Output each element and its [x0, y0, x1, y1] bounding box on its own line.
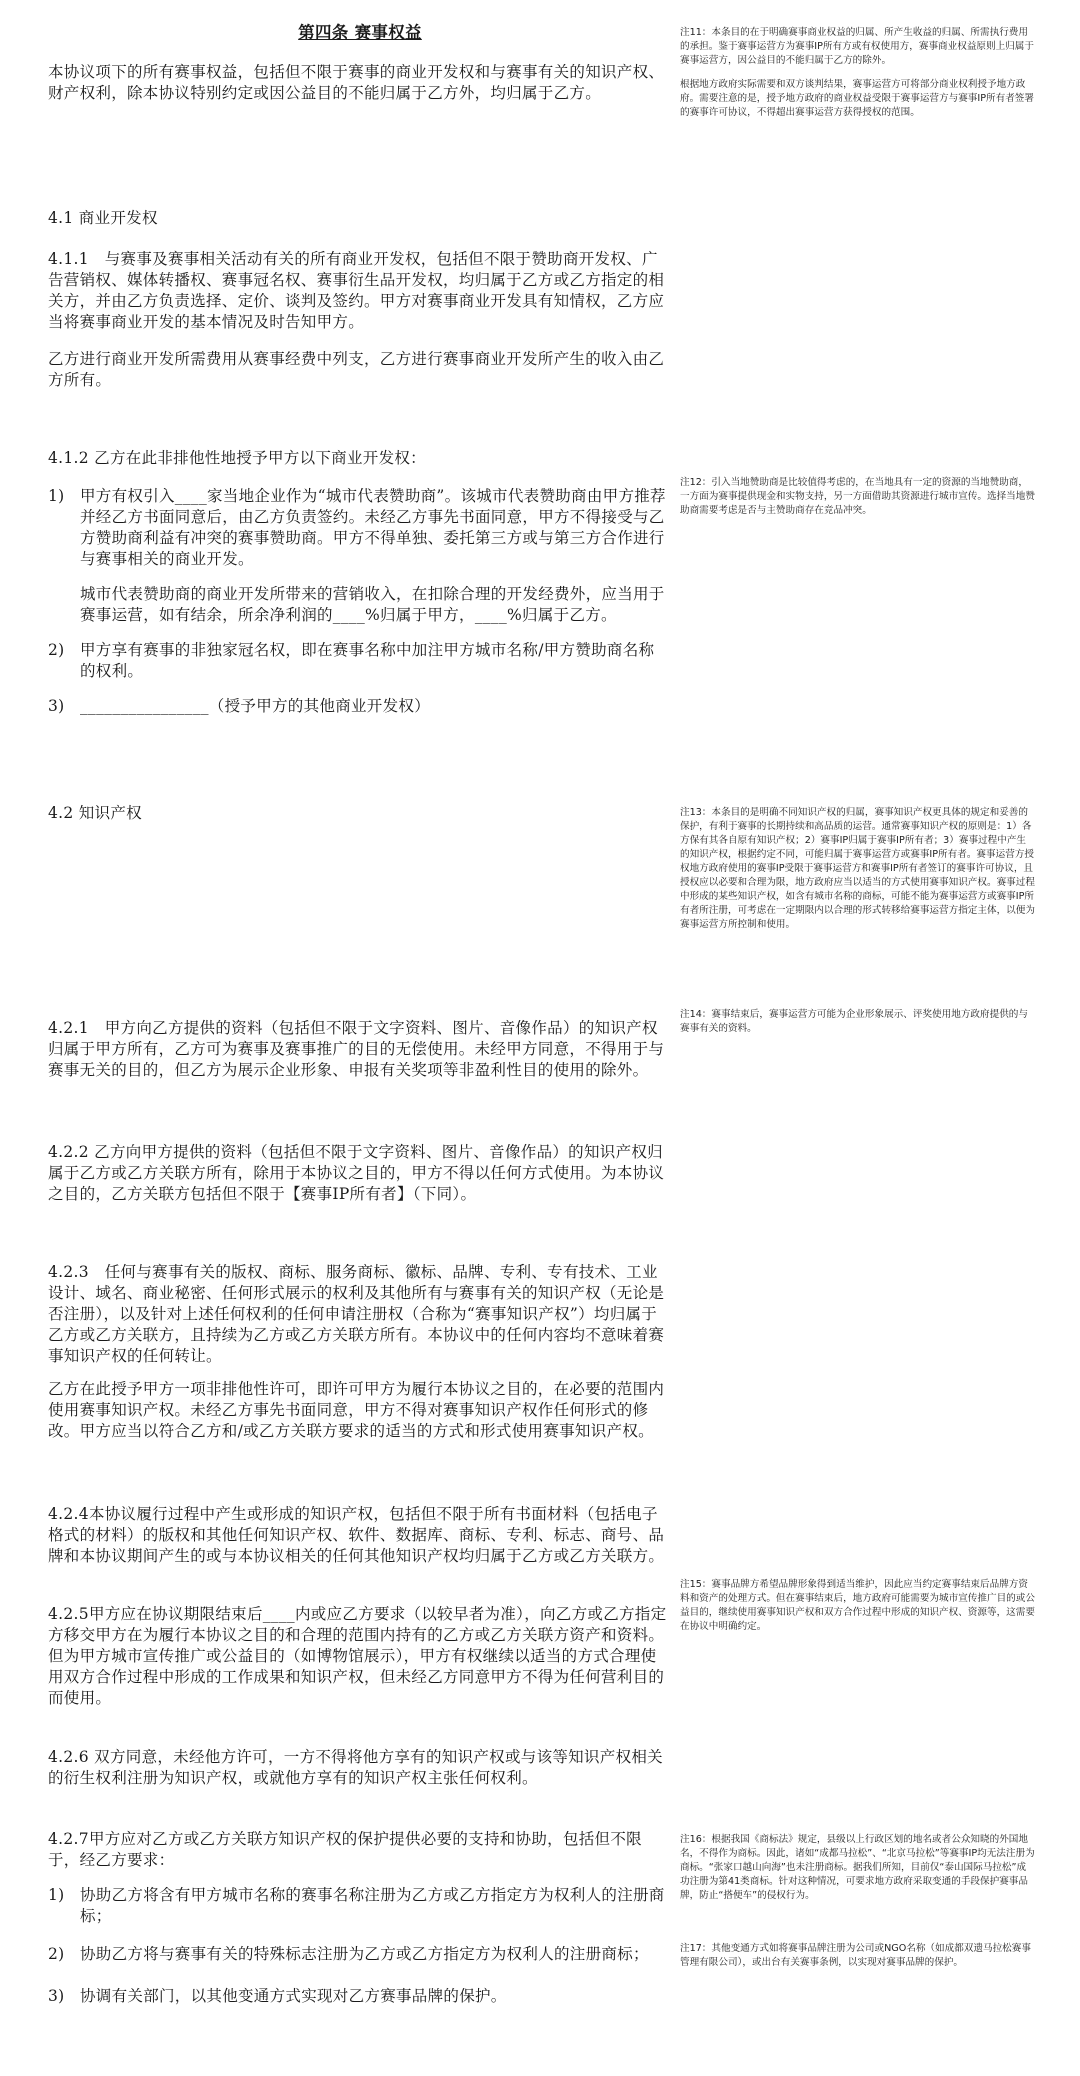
list-number: 2) [48, 641, 65, 659]
clause-4-2-3-license: 乙方在此授予甲方一项非排他性许可，即许可甲方为履行本协议之目的，在必要的范围内使用赛事知识产权。未经乙方事先书面同意，甲方不得对赛事知识产权作任何形式的修改。甲方应当以符合乙方和/或乙方关联方要求的适当的方式和形式使用赛事知识产权。 [48, 1380, 665, 1440]
clause-4-1-2: 4.1.2 乙方在此非排他性地授予甲方以下商业开发权： [48, 449, 426, 467]
note-text: 注16：根据我国《商标法》规定，县级以上行政区划的地名或者公众知晓的外国地名，不得作为商标。因此，诸如“成都马拉松”、“北京马拉松”等赛事IP均无法注册为商标。“张家口越山向海”也未注册商标。据我们所知，目前仅“泰山国际马拉松”成功注册为第41类商标。针对这种情况，可要求地方政府采取变通的手段保护赛事品牌，防止“搭便车”的侵权行为。 [680, 1834, 1035, 1901]
note-text: 注15：赛事品牌方希望品牌形象得到适当维护，因此应当约定赛事结束后品牌方资料和资产的处理方式。但在赛事结束后，地方政府可能需要为城市宣传推广目的或公益目的，继续使用赛事知识产权和双方合作过程中形成的知识产权、资源等，这需要在协议中明确约定。 [680, 1579, 1035, 1632]
intro-paragraph: 本协议项下的所有赛事权益，包括但不限于赛事的商业开发权和与赛事有关的知识产权、财产权利，除本协议特别约定或因公益目的不能归属于乙方外，均归属于乙方。 [48, 63, 665, 102]
clause-4-2-1: 4.2.1 甲方向乙方提供的资料（包括但不限于文字资料、图片、音像作品）的知识产权归属于甲方所有，乙方可为赛事及赛事推广的目的无偿使用。未经甲方同意，不得用于与赛事无关的目的，但乙方为展示企业形象、申报有关奖项等非盈利性目的使用的除外。 [48, 1019, 665, 1079]
list-number: 3) [48, 697, 65, 715]
clause-4-2-7: 4.2.7甲方应对乙方或乙方关联方知识产权的保护提供必要的支持和协助，包括但不限于，经乙方要求： [48, 1830, 642, 1869]
clause-4-2-5: 4.2.5甲方应在协议期限结束后____内或应乙方要求（以较早者为准），向乙方或乙方指定方移交甲方在为履行本协议之目的和合理的范围内持有的乙方或乙方关联方资产和资料。但为甲方城市宣传推广或公益目的（如博物馆展示），甲方有权继续以适当的方式合理使用双方合作过程中形成的工作成果和知识产权，但未经乙方同意甲方不得为任何营利目的而使用。 [48, 1605, 667, 1707]
list-item [48, 486, 668, 626]
list-item-text: 甲方有权引入____家当地企业作为“城市代表赞助商”。该城市代表赞助商由甲方推荐并经乙方书面同意后，由乙方负责签约。未经乙方事先书面同意，甲方不得接受与乙方赞助商利益有冲突的赛事赞助商。甲方不得单独、委托第三方或与第三方合作进行与赛事相关的商业开发。 [80, 487, 666, 568]
note-text: 注11：本条目的在于明确赛事商业权益的归属、所产生收益的归属、所需执行费用的承担。鉴于赛事运营方为赛事IP所有方或有权使用方，赛事商业权益原则上归属于赛事运营方，因公益目的不能归属于乙方的除外。 [680, 27, 1034, 66]
clause-4-1-1: 4.1.1 与赛事及赛事相关活动有关的所有商业开发权，包括但不限于赞助商开发权、广告营销权、媒体转播权、赛事冠名权、赛事衍生品开发权，均归属于乙方或乙方指定的相关方，并由乙方负责选择、定价、谈判及签约。甲方对赛事商业开发具有知情权，乙方应当将赛事商业开发的基本情况及时告知甲方。 [48, 250, 665, 331]
list-item [48, 1986, 668, 2007]
list-item-text: 协助乙方将含有甲方城市名称的赛事名称注册为乙方或乙方指定方为权利人的注册商标； [80, 1886, 665, 1925]
clause-4-2-4: 4.2.4本协议履行过程中产生或形成的知识产权，包括但不限于所有书面材料（包括电子格式的材料）的版权和其他任何知识产权、软件、数据库、商标、专利、标志、商号、品牌和本协议期间产生的或与本协议相关的任何其他知识产权均归属于乙方或乙方关联方。 [48, 1505, 665, 1565]
clause-4-2-7-list [48, 1885, 668, 2021]
margin-note-15 [680, 1578, 1035, 1644]
margin-note-11 [680, 26, 1035, 130]
clause-4-2-3: 4.2.3 任何与赛事有关的版权、商标、服务商标、徽标、品牌、专利、专有技术、工业设计、域名、商业秘密、任何形式展示的权利及其他所有与赛事有关的知识产权（无论是否注册），以及针对上述任何权利的任何申请注册权（合称为“赛事知识产权”）均归属于乙方或乙方关联方，且持续为乙方或乙方关联方所有。本协议中的任何内容均不意味着赛事知识产权的任何转让。 [48, 1263, 665, 1365]
list-number: 1) [48, 487, 65, 505]
note-text: 注12：引入当地赞助商是比较值得考虑的，在当地具有一定的资源的当地赞助商，一方面为赛事提供现金和实物支持，另一方面借助其资源进行城市宣传。选择当地赞助商需要考虑是否与主赞助商存在竞品冲突。 [680, 477, 1035, 516]
margin-note-13 [680, 806, 1035, 942]
clause-4-2-2: 4.2.2 乙方向甲方提供的资料（包括但不限于文字资料、图片、音像作品）的知识产权归属于乙方或乙方关联方所有，除用于本协议之目的，甲方不得以任何方式使用。为本协议之目的，乙方关联方包括但不限于【赛事IP所有者】（下同）。 [48, 1143, 665, 1203]
list-number: 2) [48, 1945, 65, 1963]
list-item [48, 696, 668, 717]
section-heading-4-2: 4.2 知识产权 [48, 804, 142, 822]
section-heading-4-1: 4.1 商业开发权 [48, 209, 158, 227]
list-item-text: 城市代表赞助商的商业开发所带来的营销收入，在扣除合理的开发经费外，应当用于赛事运营，如有结余，所余净利润的____%归属于甲方，____%归属于乙方。 [80, 585, 665, 624]
note-text: 根据地方政府实际需要和双方谈判结果，赛事运营方可将部分商业权利授予地方政府。需要注意的是，授予地方政府的商业权益受限于赛事运营方与赛事IP所有者签署的赛事许可协议，不得超出赛事运营方获得授权的范围。 [680, 79, 1034, 118]
list-item [48, 1885, 668, 1927]
note-text: 注13：本条目的是明确不同知识产权的归属，赛事知识产权更具体的规定和妥善的保护，有利于赛事的长期持续和高品质的运营。通常赛事知识产权的原则是：1）各方保有其各自原有知识产权；2）赛事IP归属于赛事IP所有者；3）赛事过程中产生的知识产权，根据约定不同，可能归属于赛事运营方或赛事IP所有者。赛事运营方授权地方政府使用的赛事IP受限于赛事运营方和赛事IP所有者签订的赛事许可协议，且授权应以必要和合理为限，地方政府应当以适当的方式使用赛事知识产权。赛事过程中形成的某些知识产权，如含有城市名称的商标，可能不能为赛事运营方或赛事IP所有者所注册，可考虑在一定期限内以合理的形式转移给赛事运营方指定主体，以便为赛事运营方所控制和使用。 [680, 807, 1035, 930]
list-number: 3) [48, 1987, 65, 2005]
article-title: 第四条 赛事权益 [298, 23, 422, 42]
list-item-text: 协调有关部门，以其他变通方式实现对乙方赛事品牌的保护。 [80, 1987, 507, 2005]
margin-note-16 [680, 1833, 1035, 1913]
margin-note-14 [680, 1008, 1035, 1046]
list-item-text: 协助乙方将与赛事有关的特殊标志注册为乙方或乙方指定方为权利人的注册商标； [80, 1945, 649, 1963]
list-number: 1) [48, 1886, 65, 1904]
clause-4-1-2-list [48, 486, 668, 731]
clause-4-2-6: 4.2.6 双方同意，未经他方许可，一方不得将他方享有的知识产权或与该等知识产权相关的衍生权利注册为知识产权，或就他方享有的知识产权主张任何权利。 [48, 1748, 663, 1787]
list-item [48, 640, 668, 682]
list-item [48, 1944, 668, 1965]
margin-note-12 [680, 476, 1035, 528]
note-text: 注17：其他变通方式如将赛事品牌注册为公司或NGO名称（如成都双遗马拉松赛事管理有限公司），或出台有关赛事条例，以实现对赛事品牌的保护。 [680, 1943, 1031, 1968]
note-text: 注14：赛事结束后，赛事运营方可能为企业形象展示、评奖使用地方政府提供的与赛事有关的资料。 [680, 1009, 1028, 1034]
clause-4-1-1-funding: 乙方进行商业开发所需费用从赛事经费中列支，乙方进行赛事商业开发所产生的收入由乙方所有。 [48, 350, 665, 389]
margin-note-17 [680, 1942, 1035, 1980]
list-item-text: 甲方享有赛事的非独家冠名权，即在赛事名称中加注甲方城市名称/甲方赞助商名称的权利。 [80, 641, 655, 680]
list-item-text: ________________（授予甲方的其他商业开发权） [80, 697, 431, 715]
